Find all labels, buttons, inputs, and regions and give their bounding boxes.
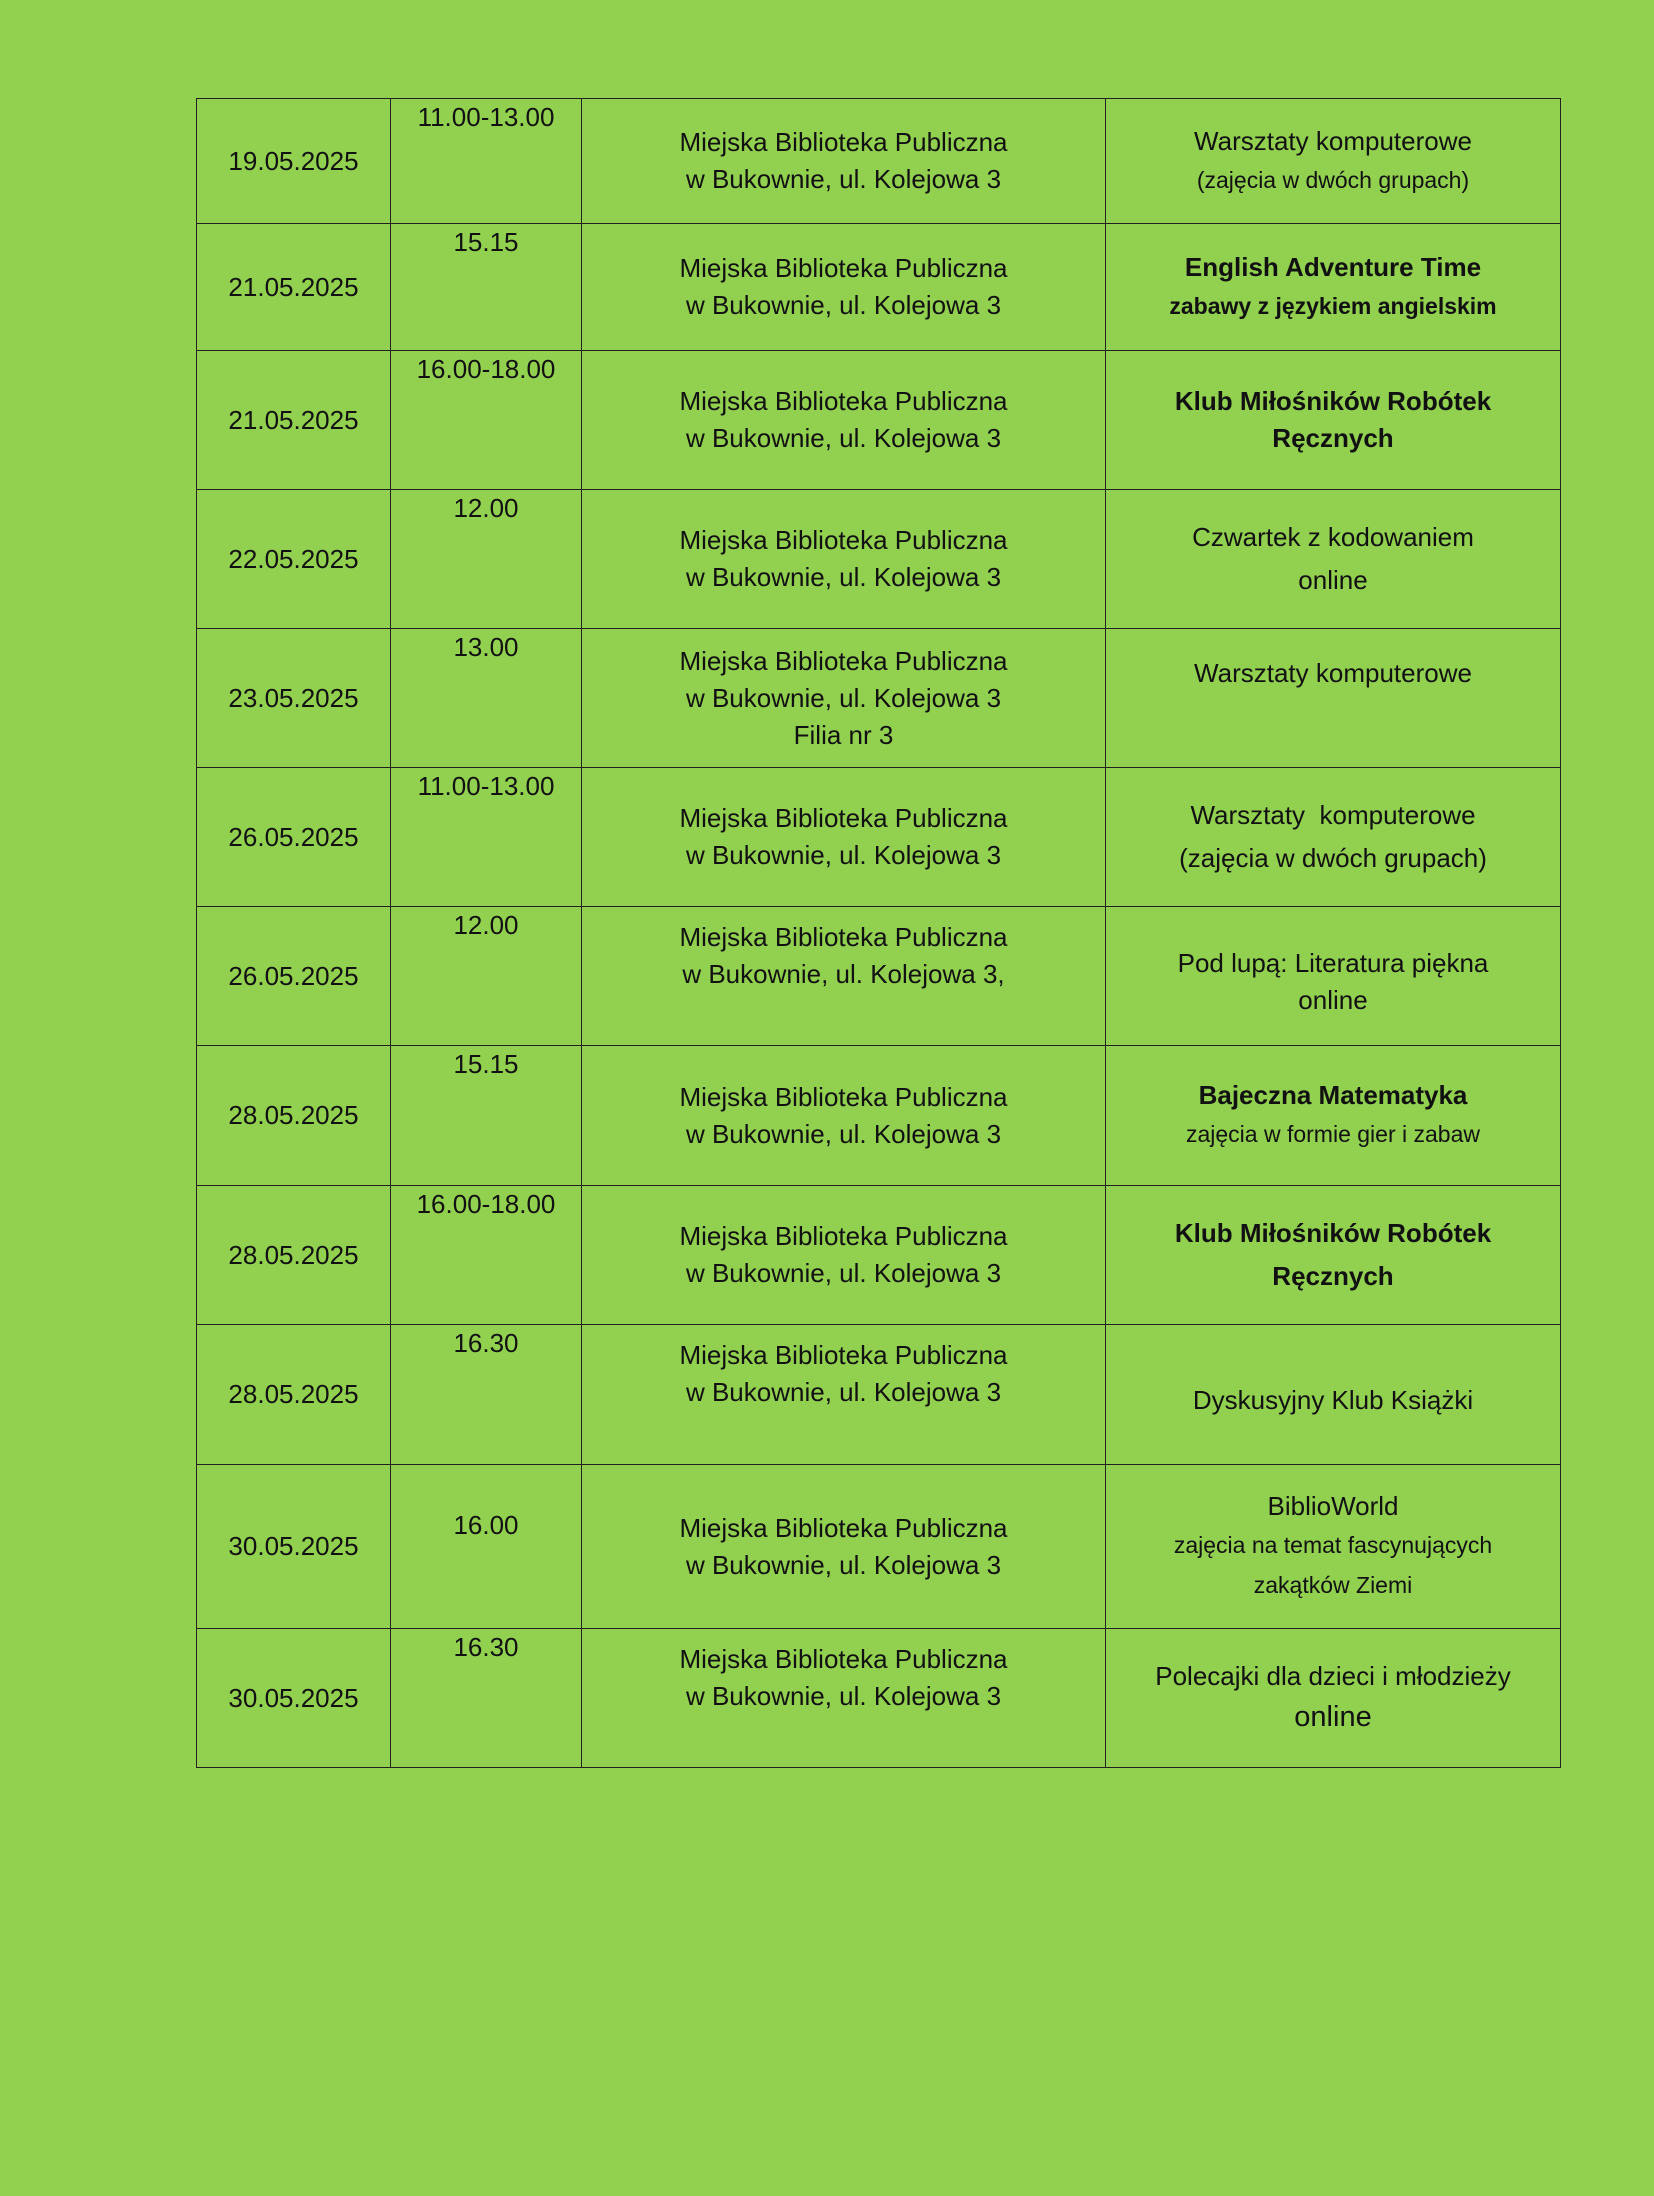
event-location	[582, 1325, 1106, 1465]
event-time: 16.30	[391, 1629, 582, 1768]
event-subtitle: online	[1294, 1700, 1372, 1733]
event-subtitle: Ręcznych	[1272, 423, 1394, 453]
location-line: Filia nr 3	[793, 719, 894, 750]
event-date: 26.05.2025	[197, 768, 391, 907]
event-description	[1106, 490, 1561, 629]
event-time: 16.00-18.00	[391, 351, 582, 490]
table-row	[197, 1465, 1561, 1629]
table-row	[197, 907, 1561, 1046]
event-title: Warsztaty komputerowe	[1190, 800, 1476, 830]
table-row	[197, 351, 1561, 490]
location-line: Miejska Biblioteka Publiczna	[679, 253, 1008, 283]
location-line: w Bukownie, ul. Kolejowa 3	[685, 1681, 1002, 1711]
event-description	[1106, 1046, 1561, 1186]
event-subtitle: zajęcia na temat fascynujących	[1173, 1532, 1493, 1558]
event-date: 28.05.2025	[197, 1186, 391, 1325]
event-location	[582, 351, 1106, 490]
event-description	[1106, 629, 1561, 768]
event-location	[582, 1465, 1106, 1629]
table-row	[197, 1325, 1561, 1465]
event-time: 16.00-18.00	[391, 1186, 582, 1325]
event-description	[1106, 351, 1561, 490]
event-description	[1106, 1325, 1561, 1465]
location-line: w Bukownie, ul. Kolejowa 3	[685, 562, 1002, 592]
event-location	[582, 629, 1106, 768]
table-row	[197, 99, 1561, 224]
event-date: 30.05.2025	[197, 1465, 391, 1629]
event-date: 28.05.2025	[197, 1046, 391, 1186]
location-line: Miejska Biblioteka Publiczna	[679, 1644, 1008, 1674]
event-date: 28.05.2025	[197, 1325, 391, 1465]
location-line: Miejska Biblioteka Publiczna	[679, 525, 1008, 555]
location-line: w Bukownie, ul. Kolejowa 3	[685, 1258, 1002, 1288]
event-location	[582, 490, 1106, 629]
event-time: 15.15	[391, 1046, 582, 1186]
event-location	[582, 907, 1106, 1046]
event-subtitle: zajęcia w formie gier i zabaw	[1185, 1121, 1480, 1147]
table-row	[197, 768, 1561, 907]
location-line: Miejska Biblioteka Publiczna	[679, 803, 1008, 833]
event-date: 26.05.2025	[197, 907, 391, 1046]
location-line: Miejska Biblioteka Publiczna	[679, 922, 1008, 952]
event-title: Warsztaty komputerowe	[1194, 125, 1472, 156]
event-subtitle: online	[1298, 565, 1368, 595]
location-line: Miejska Biblioteka Publiczna	[679, 645, 1008, 676]
event-time: 13.00	[391, 629, 582, 768]
location-line: Miejska Biblioteka Publiczna	[679, 1340, 1008, 1370]
event-description	[1106, 1629, 1561, 1768]
table-row	[197, 629, 1561, 768]
event-title: Klub Miłośników Robótek	[1174, 386, 1492, 416]
event-title: Dyskusyjny Klub Książki	[1192, 1385, 1474, 1415]
table-row	[197, 490, 1561, 629]
location-line: w Bukownie, ul. Kolejowa 3	[685, 682, 1002, 713]
event-description	[1106, 1186, 1561, 1325]
location-line: Miejska Biblioteka Publiczna	[679, 386, 1008, 416]
event-location	[582, 768, 1106, 907]
event-time: 12.00	[391, 490, 582, 629]
location-line: w Bukownie, ul. Kolejowa 3	[685, 164, 1002, 194]
event-date: 21.05.2025	[197, 351, 391, 490]
event-title: Czwartek z kodowaniem	[1192, 522, 1474, 552]
event-description	[1106, 907, 1561, 1046]
location-line: Miejska Biblioteka Publiczna	[679, 127, 1008, 157]
event-location	[582, 1046, 1106, 1186]
event-time: 16.30	[391, 1325, 582, 1465]
event-subtitle: (zajęcia w dwóch grupach)	[1179, 843, 1487, 873]
event-title: Klub Miłośników Robótek	[1174, 1218, 1492, 1248]
event-date: 21.05.2025	[197, 224, 391, 351]
location-line: Miejska Biblioteka Publiczna	[679, 1512, 1008, 1543]
event-description	[1106, 768, 1561, 907]
location-line: w Bukownie, ul. Kolejowa 3,	[682, 959, 1005, 989]
event-title: Warsztaty komputerowe	[1194, 658, 1472, 688]
event-time: 11.00-13.00	[391, 768, 582, 907]
location-line: w Bukownie, ul. Kolejowa 3	[685, 1549, 1002, 1580]
event-description	[1106, 224, 1561, 351]
event-date: 23.05.2025	[197, 629, 391, 768]
event-title: Pod lupą: Literatura piękna	[1177, 948, 1489, 978]
event-location	[582, 99, 1106, 224]
event-time: 12.00	[391, 907, 582, 1046]
event-description	[1106, 1465, 1561, 1629]
event-location	[582, 1629, 1106, 1768]
event-title: Bajeczna Matematyka	[1198, 1080, 1468, 1110]
table-row	[197, 1186, 1561, 1325]
event-location	[582, 1186, 1106, 1325]
event-time: 11.00-13.00	[391, 99, 582, 224]
event-date: 19.05.2025	[197, 99, 391, 224]
event-location	[582, 224, 1106, 351]
schedule-table	[196, 98, 1561, 1768]
event-time: 15.15	[391, 224, 582, 351]
location-line: Miejska Biblioteka Publiczna	[679, 1081, 1008, 1112]
event-subtitle: Ręcznych	[1272, 1261, 1394, 1291]
location-line: w Bukownie, ul. Kolejowa 3	[685, 290, 1002, 320]
event-subtitle: zabawy z językiem angielskim	[1169, 292, 1497, 319]
event-subtitle: (zajęcia w dwóch grupach)	[1196, 166, 1470, 193]
event-date: 22.05.2025	[197, 490, 391, 629]
event-time: 16.00	[391, 1465, 582, 1629]
location-line: Miejska Biblioteka Publiczna	[679, 1221, 1008, 1251]
event-title: BiblioWorld	[1267, 1491, 1399, 1521]
location-line: w Bukownie, ul. Kolejowa 3	[685, 423, 1002, 453]
table-row	[197, 1046, 1561, 1186]
event-date: 30.05.2025	[197, 1629, 391, 1768]
location-line: w Bukownie, ul. Kolejowa 3	[685, 840, 1002, 870]
event-title: Polecajki dla dzieci i młodzieży	[1155, 1660, 1511, 1691]
location-line: w Bukownie, ul. Kolejowa 3	[685, 1118, 1002, 1149]
event-title: English Adventure Time	[1184, 251, 1482, 282]
event-description	[1106, 99, 1561, 224]
location-line: w Bukownie, ul. Kolejowa 3	[685, 1377, 1002, 1407]
table-row	[197, 224, 1561, 351]
event-subtitle-line2: zakątków Ziemi	[1253, 1572, 1413, 1598]
table-row	[197, 1629, 1561, 1768]
event-subtitle: online	[1298, 985, 1368, 1015]
